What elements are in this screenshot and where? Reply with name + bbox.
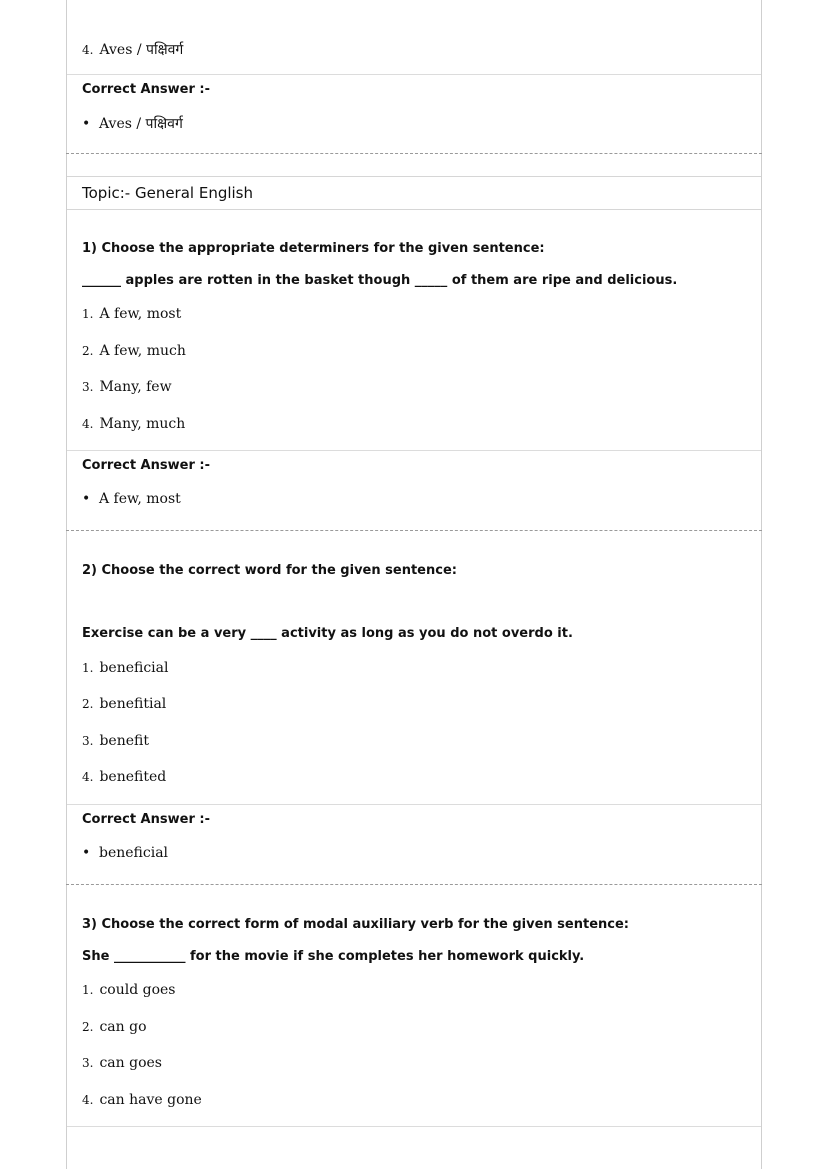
divider: [67, 1126, 761, 1127]
option-item: [82, 982, 176, 998]
divider: [67, 74, 761, 75]
option-item: [82, 1019, 147, 1035]
option-number: 1.: [82, 983, 94, 997]
option-text: A few, much: [99, 343, 186, 359]
bullet-icon: •: [82, 116, 91, 132]
topic-header: [67, 176, 761, 210]
question-sentence: Exercise can be a very ____ activity as long as you do not overdo it.: [82, 626, 573, 641]
correct-answer-item: [82, 491, 181, 507]
option-item: [82, 416, 185, 432]
correct-answer-item: [82, 845, 168, 861]
question-title: 2) Choose the correct word for the given sentence:: [82, 563, 457, 578]
option-number: 2.: [82, 697, 94, 711]
option-number: 1.: [82, 661, 94, 675]
option-number: 4.: [82, 1093, 94, 1107]
option-text: benefit: [99, 733, 149, 749]
option-item: [82, 660, 168, 676]
option-item: [82, 769, 166, 785]
correct-answer-label: Correct Answer :-: [82, 82, 210, 97]
divider: [67, 450, 761, 451]
option-number: 4.: [82, 43, 94, 57]
question-sentence: ______ apples are rotten in the basket though _____ of them are ripe and delicious.: [82, 273, 678, 288]
section-separator: [66, 530, 762, 531]
option-text: can go: [99, 1019, 147, 1035]
option-text: can goes: [99, 1055, 162, 1071]
topic-title: Topic:- General English: [82, 184, 254, 202]
document-page: [66, 0, 762, 1169]
option-item: [82, 379, 172, 395]
option-text: Many, few: [99, 379, 172, 395]
option-number: 1.: [82, 307, 94, 321]
option-number: 3.: [82, 734, 94, 748]
bullet-icon: •: [82, 845, 91, 861]
option-text: can have gone: [99, 1092, 202, 1108]
question-title: 1) Choose the appropriate determiners for the given sentence:: [82, 241, 545, 256]
bullet-icon: •: [82, 491, 91, 507]
option-text: beneficial: [99, 660, 169, 676]
option-number: 3.: [82, 380, 94, 394]
option-number: 4.: [82, 770, 94, 784]
option-item: [82, 343, 186, 359]
option-item: [82, 1092, 202, 1108]
option-text: benefitial: [99, 696, 167, 712]
option-number: 4.: [82, 417, 94, 431]
divider: [67, 804, 761, 805]
option-number: 2.: [82, 344, 94, 358]
option-text: Many, much: [99, 416, 186, 432]
option-text: benefited: [99, 769, 167, 785]
option-item: [82, 733, 149, 749]
option-number: 3.: [82, 1056, 94, 1070]
option-item: [82, 40, 183, 59]
option-item: [82, 306, 181, 322]
answer-text: beneficial: [99, 845, 169, 861]
section-separator: [66, 884, 762, 885]
option-text: A few, most: [99, 306, 182, 322]
correct-answer-label: Correct Answer :-: [82, 458, 210, 473]
option-item: [82, 1055, 162, 1071]
answer-text: A few, most: [99, 491, 181, 507]
option-text: could goes: [99, 982, 176, 998]
correct-answer-label: Correct Answer :-: [82, 812, 210, 827]
answer-text: Aves / पक्षिवर्ग: [99, 116, 183, 132]
correct-answer-item: [82, 114, 183, 133]
option-number: 2.: [82, 1020, 94, 1034]
section-separator: [66, 153, 762, 154]
option-item: [82, 696, 166, 712]
question-sentence: She ___________ for the movie if she completes her homework quickly.: [82, 949, 585, 964]
option-text: Aves / पक्षिवर्ग: [99, 42, 184, 58]
question-title: 3) Choose the correct form of modal auxiliary verb for the given sentence:: [82, 917, 629, 932]
